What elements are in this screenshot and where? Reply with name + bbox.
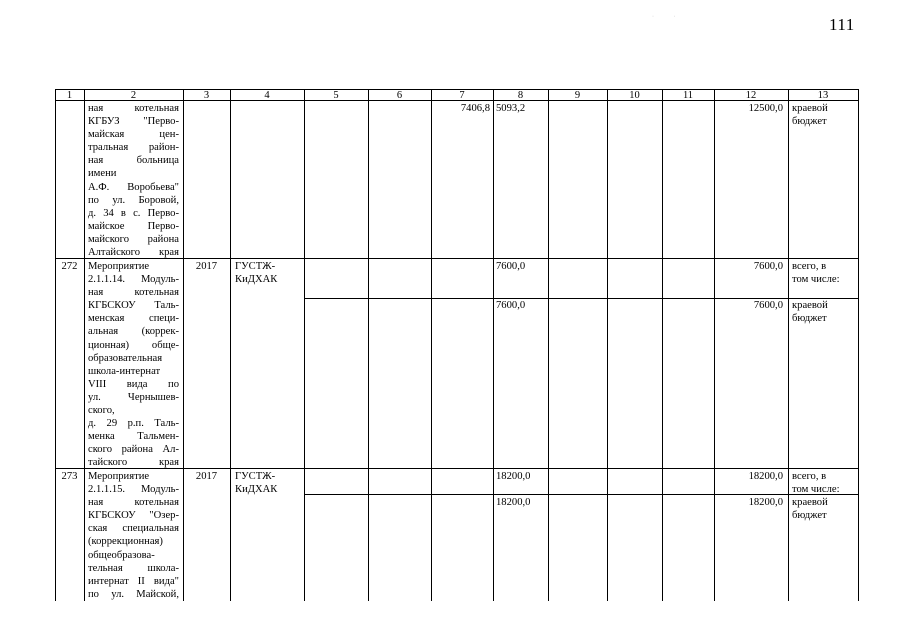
column-header-13: 13	[817, 90, 829, 101]
table-rule	[788, 89, 789, 601]
column-header-2: 2	[130, 90, 137, 101]
row-272-number: 272	[61, 261, 78, 272]
column-header-5: 5	[333, 90, 339, 101]
row-273-regional-col8: 18200,0	[496, 497, 531, 508]
row-272-description: Мероприятие 2.1.1.14. Модуль- ная котельная КГБСКОУ Таль- менская специ- альная (коррек- ционная) обще- образовательная школа-интернат VIII вида по ул. Чернышев- ского, д. 29 р.п. Таль- менка Тальмен- ского района Ал- тайского края	[88, 261, 179, 469]
row-273-total-col8: 18200,0	[496, 471, 531, 482]
table-rule	[607, 89, 608, 601]
row-273-total-col12: 18200,0	[748, 471, 783, 482]
column-header-12: 12	[745, 90, 757, 101]
row-273-description: Мероприятие 2.1.1.15. Модуль- ная котельная КГБСКОУ "Озер- ская специальная (коррекционная) общеобразова- тельная школа- интернат II вида" по ул. Майской,	[88, 471, 179, 600]
row-272-regional-col8: 7600,0	[496, 300, 526, 311]
table-rule	[858, 89, 859, 601]
row-272-executor: ГУСТЖ- КиДХАК	[235, 261, 278, 286]
row-273-regional-col12: 18200,0	[748, 497, 783, 508]
row-cont-description: ная котельная КГБУЗ "Перво- майская цен- тральная район- ная больница имени А.Ф. Воробьева" по ул. Боровой, д. 34 в с. Перво- майское Перво- майского района Алтайского края	[88, 103, 179, 259]
column-header-10: 10	[629, 90, 640, 101]
row-cont-col12: 12500,0	[748, 103, 783, 114]
row-272-total-col12: 7600,0	[753, 261, 783, 272]
column-header-3: 3	[203, 90, 210, 101]
column-header-8: 8	[517, 90, 524, 101]
scan-specks: · ·	[652, 14, 685, 20]
row-272-year: 2017	[195, 261, 218, 272]
column-header-11: 11	[682, 90, 694, 101]
table-rule	[368, 89, 369, 601]
table-rule	[714, 89, 715, 601]
row-cont-col7: 7406,8	[460, 103, 490, 114]
column-header-9: 9	[574, 90, 581, 101]
table-rule	[55, 89, 56, 601]
budget-table	[55, 89, 858, 601]
table-rule	[493, 89, 494, 601]
column-header-7: 7	[459, 90, 465, 101]
table-rule	[183, 89, 184, 601]
row-cont-col13: краевой бюджет	[792, 103, 828, 128]
row-272-total-col8: 7600,0	[496, 261, 526, 272]
row-272-regional-col12: 7600,0	[753, 300, 783, 311]
page-number: 111	[829, 15, 855, 34]
row-273-total-col13: всего, в том числе:	[792, 471, 840, 496]
table-rule	[548, 89, 549, 601]
row-273-executor: ГУСТЖ- КиДХАК	[235, 471, 278, 496]
table-rule	[431, 89, 432, 601]
column-header-6: 6	[396, 90, 403, 101]
row-272-total-col13: всего, в том числе:	[792, 261, 840, 286]
row-273-year: 2017	[195, 471, 218, 482]
column-header-4: 4	[264, 90, 270, 101]
table-rule	[84, 89, 85, 601]
table-rule	[230, 89, 231, 601]
column-header-1: 1	[66, 90, 73, 101]
row-cont-col8: 5093,2	[496, 103, 526, 114]
row-273-regional-col13: краевой бюджет	[792, 497, 828, 522]
table-rule	[304, 89, 305, 601]
table-rule	[304, 494, 859, 495]
row-273-number: 273	[61, 471, 78, 482]
row-272-regional-col13: краевой бюджет	[792, 300, 828, 325]
table-rule	[662, 89, 663, 601]
